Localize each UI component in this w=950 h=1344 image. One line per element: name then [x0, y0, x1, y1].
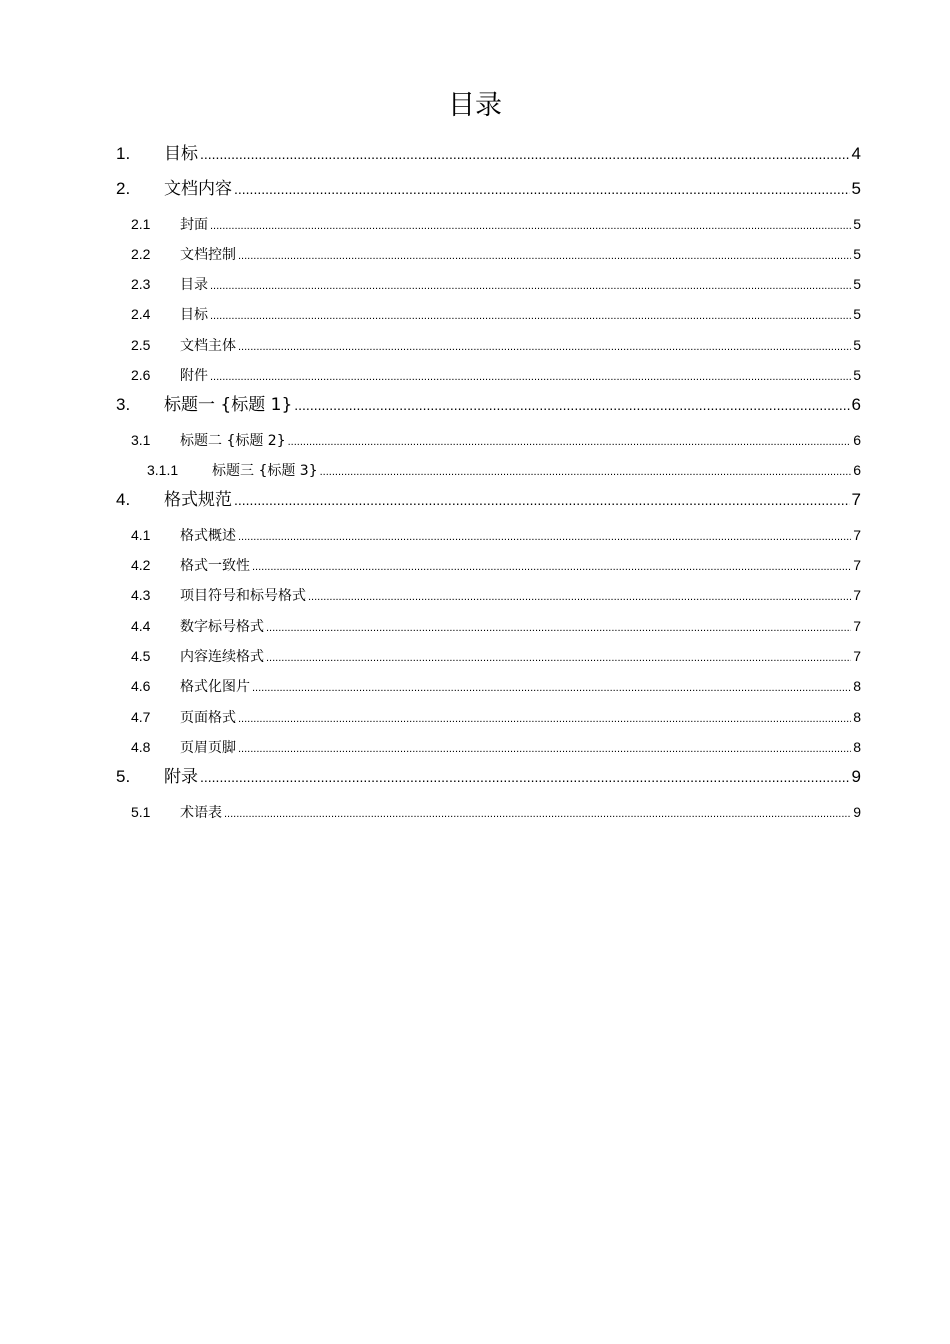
toc-entry-number: 4.5: [131, 648, 151, 664]
toc-entry-title: 封面: [180, 217, 208, 233]
toc-entry-page: 7: [851, 490, 861, 509]
toc-entry[interactable]: [116, 676, 861, 696]
toc-entry-title: 格式一致性: [180, 558, 250, 574]
toc-entry-number: 5.1: [131, 804, 151, 820]
toc-entry-number: 4.8: [131, 739, 151, 755]
toc-entry-number: 5.: [116, 767, 131, 786]
toc-entry-number: 4.1: [131, 527, 151, 543]
toc-entry-page: 5: [851, 179, 861, 198]
toc-entry-number: 4.3: [131, 587, 151, 603]
toc-dot-leader: [200, 765, 850, 789]
toc-entry[interactable]: [116, 142, 861, 166]
toc-entry-title: 文档主体: [180, 338, 236, 354]
toc-entry[interactable]: [116, 765, 861, 789]
toc-entry-number: 2.2: [131, 246, 151, 262]
toc-dot-leader: [266, 648, 851, 668]
toc-dot-leader: [200, 142, 850, 166]
toc-entry-number: 3.: [116, 395, 131, 414]
toc-entry-title: 标题一 {标题 1}: [164, 395, 293, 415]
toc-entry-number: 4.6: [131, 678, 151, 694]
toc-dot-leader: [210, 367, 851, 387]
toc-dot-leader: [210, 276, 851, 296]
toc-dot-leader: [238, 527, 851, 547]
toc-dot-leader: [238, 337, 851, 357]
toc-entry[interactable]: [116, 802, 861, 822]
toc-entry-title: 格式化图片: [180, 679, 250, 695]
toc-entry[interactable]: [116, 488, 861, 512]
toc-entry-title: 术语表: [180, 805, 222, 821]
toc-entry-number: 2.4: [131, 306, 151, 322]
toc-entry[interactable]: [116, 177, 861, 201]
toc-entry-number: 4.2: [131, 557, 151, 573]
toc-dot-leader: [294, 393, 849, 417]
toc-entry-number: 4.: [116, 490, 131, 509]
toc-dot-leader: [288, 432, 852, 452]
toc-dot-leader: [320, 462, 852, 482]
toc-entry-page: 5: [853, 306, 861, 322]
toc-entry-page: 9: [851, 767, 861, 786]
toc-dot-leader: [234, 488, 850, 512]
page-title: 目录: [448, 90, 502, 121]
toc-entry-number: 2.6: [131, 367, 151, 383]
toc-entry-title: 文档内容: [164, 179, 232, 199]
toc-dot-leader: [252, 557, 851, 577]
toc-entry[interactable]: [116, 460, 861, 480]
toc-entry-title: 目标: [164, 144, 198, 164]
toc-entry-page: 8: [853, 739, 861, 755]
toc-entry[interactable]: [116, 365, 861, 385]
toc-entry[interactable]: [116, 393, 861, 417]
toc-entry[interactable]: [116, 274, 861, 294]
toc-dot-leader: [210, 216, 851, 236]
toc-entry[interactable]: [116, 335, 861, 355]
toc-entry[interactable]: [116, 244, 861, 264]
toc-entry-page: 5: [853, 246, 861, 262]
toc-entry-number: 2.5: [131, 337, 151, 353]
toc-entry-number: 1.: [116, 144, 131, 163]
toc-entry-page: 4: [851, 144, 861, 163]
toc-entry-page: 6: [853, 432, 861, 448]
toc-entry-page: 6: [851, 395, 861, 414]
toc-dot-leader: [224, 804, 851, 824]
toc-entry-page: 8: [853, 709, 861, 725]
toc-entry-title: 附录: [164, 767, 198, 787]
toc-entry-page: 5: [853, 276, 861, 292]
toc-entry-page: 9: [853, 804, 861, 820]
toc-entry-title: 格式概述: [180, 528, 236, 544]
toc-entry[interactable]: [116, 555, 861, 575]
toc-entry-title: 目标: [180, 307, 208, 323]
toc-entry-title: 格式规范: [164, 490, 232, 510]
toc-entry-number: 2.3: [131, 276, 151, 292]
toc-entry[interactable]: [116, 214, 861, 234]
toc-dot-leader: [266, 618, 851, 638]
toc-entry-page: 7: [853, 527, 861, 543]
toc-entry-page: 7: [853, 618, 861, 634]
toc-entry-title: 数字标号格式: [180, 619, 264, 635]
toc-entry[interactable]: [116, 430, 861, 450]
toc-entry[interactable]: [116, 304, 861, 324]
toc-entry-title: 文档控制: [180, 247, 236, 263]
toc-entry-page: 5: [853, 216, 861, 232]
toc-dot-leader: [252, 678, 851, 698]
toc-entry-page: 5: [853, 337, 861, 353]
toc-entry[interactable]: [116, 646, 861, 666]
toc-entry-title: 页眉页脚: [180, 740, 236, 756]
toc-entry[interactable]: [116, 737, 861, 757]
toc-entry-title: 标题三 {标题 3}: [212, 463, 318, 479]
toc-dot-leader: [234, 177, 850, 201]
toc-entry-page: 7: [853, 557, 861, 573]
toc-dot-leader: [308, 587, 851, 607]
toc-dot-leader: [238, 739, 851, 759]
toc-entry-page: 8: [853, 678, 861, 694]
toc-entry[interactable]: [116, 616, 861, 636]
toc-entry-title: 内容连续格式: [180, 649, 264, 665]
toc-entry[interactable]: [116, 585, 861, 605]
toc-dot-leader: [210, 306, 851, 326]
toc-entry-title: 标题二 {标题 2}: [180, 433, 286, 449]
toc-dot-leader: [238, 709, 851, 729]
toc-entry-title: 页面格式: [180, 710, 236, 726]
toc-entry-number: 2.1: [131, 216, 151, 232]
toc-entry-number: 3.1.1: [147, 462, 179, 478]
toc-entry-title: 项目符号和标号格式: [180, 588, 306, 604]
toc-entry-number: 2.: [116, 179, 131, 198]
toc-entry[interactable]: [116, 707, 861, 727]
toc-entry-number: 4.4: [131, 618, 151, 634]
toc-entry-page: 7: [853, 648, 861, 664]
toc-entry-number: 4.7: [131, 709, 151, 725]
toc-entry-page: 6: [853, 462, 861, 478]
toc-entry-title: 附件: [180, 368, 208, 384]
toc-entry-page: 5: [853, 367, 861, 383]
toc-entry-number: 3.1: [131, 432, 151, 448]
toc-dot-leader: [238, 246, 851, 266]
toc-entry-title: 目录: [180, 277, 208, 293]
toc-entry-page: 7: [853, 587, 861, 603]
toc-entry[interactable]: [116, 525, 861, 545]
